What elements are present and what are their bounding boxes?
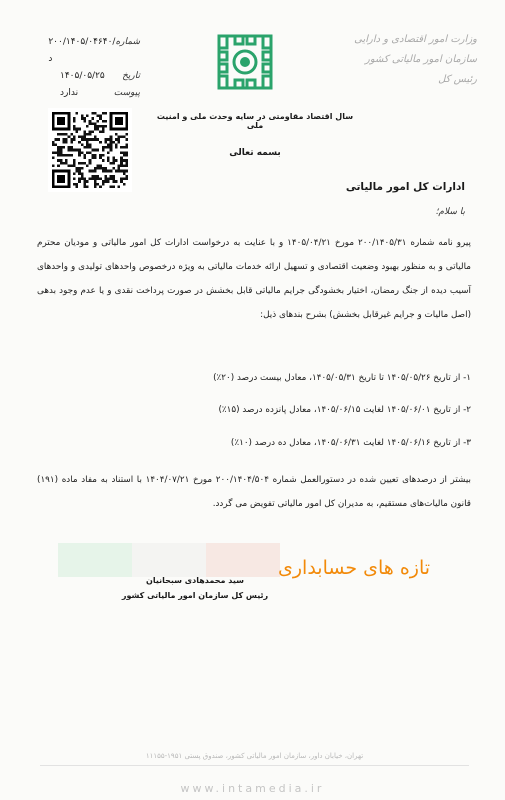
meta-attachment [60, 85, 140, 102]
organization-header [347, 30, 477, 90]
besmellah: بسمه تعالی [229, 148, 281, 158]
channel-stamp: تازه های حسابداری [278, 557, 431, 579]
website-watermark: www.intamedia.ir [180, 782, 325, 795]
meta-date-value: ۱۴۰۵/۰۵/۲۵ [60, 71, 105, 81]
signature-block [100, 573, 290, 603]
tax-organization-logo-icon [213, 30, 277, 94]
org-ministry: وزارت امور اقتصادی و دارایی [354, 34, 477, 45]
org-organization: سازمان امور مالیاتی کشور [365, 54, 477, 65]
letter-meta [48, 34, 140, 102]
color-band [58, 543, 280, 577]
footer-address: تهران، خیابان داور، سازمان امور مالیاتی کشور، صندوق پستی ۱۹۵۱-۱۱۱۵۵ [145, 752, 364, 760]
meta-number-label: شماره [115, 37, 140, 47]
meta-attachment-value: ندارد [60, 88, 79, 98]
list-item: ۱- از تاریخ ۱۴۰۵/۰۵/۲۶ تا تاریخ ۱۴۰۵/۰۵/۳۱، معادل بیست درصد (۲۰٪) [213, 373, 471, 383]
footer-divider [40, 765, 469, 766]
year-slogan: سال اقتصاد مقاومتی در سایه وحدت ملی و امنیت ملی [156, 112, 354, 130]
list-item: ۳- از تاریخ ۱۴۰۵/۰۶/۱۶ لغایت ۱۴۰۵/۰۶/۳۱، معادل ده درصد (۱۰٪) [230, 438, 471, 448]
greeting: با سلام؛ [435, 207, 465, 217]
meta-date [60, 68, 140, 85]
meta-date-label: تاریخ [122, 71, 140, 81]
qr-code [48, 108, 132, 192]
list-item: ۲- از تاریخ ۱۴۰۵/۰۶/۰۱ لغایت ۱۴۰۵/۰۶/۱۵، معادل پانزده درصد (۱۵٪) [218, 405, 471, 415]
intro-paragraph: پیرو نامه شماره ۲۰۰/۱۴۰۵/۳۱ مورخ ۱۴۰۵/۰۴/۲۱ و با عنایت به درخواست ادارات کل امور مالیاتی و مودیان محترم مالیاتی و به منظور بهبود وضعیت اقتصادی و تسهیل ارائه خدمات مالیاتی به ویژه درخصوص واحدهای تولیدی و واحدهای آسیب دیده از جنگ رمضان، اختیار بخشودگی جرایم مالیاتی قابل بخشش در صورت پرداخت نقدی و یا عدم وجود بدهی (اصل مالیات و جرایم غیرقابل بخشش) بشرح بندهای ذیل: [37, 238, 471, 320]
meta-number-value: ۲۰۰/۱۴۰۵/۰۴۶۴۰/د [48, 37, 116, 64]
meta-attachment-label: پیوست [113, 88, 140, 98]
org-head: رئیس کل [438, 74, 477, 85]
closing-paragraph: بیشتر از درصدهای تعیین شده در دستورالعمل شماره ۲۰۰/۱۴۰۴/۵۰۴ مورخ ۱۴۰۴/۰۷/۲۱ با استناد به مفاد ماده (۱۹۱) قانون مالیات‌های مستقیم، به مدیران کل امور مالیاتی تفویض می گردد. [37, 475, 472, 509]
recipient: ادارات کل امور مالیاتی [345, 181, 465, 193]
meta-number [48, 34, 140, 68]
signatory-name: سید محمدهادی سبحانیان [145, 576, 245, 585]
signatory-title: رئیس کل سازمان امور مالیاتی کشور [121, 591, 269, 600]
